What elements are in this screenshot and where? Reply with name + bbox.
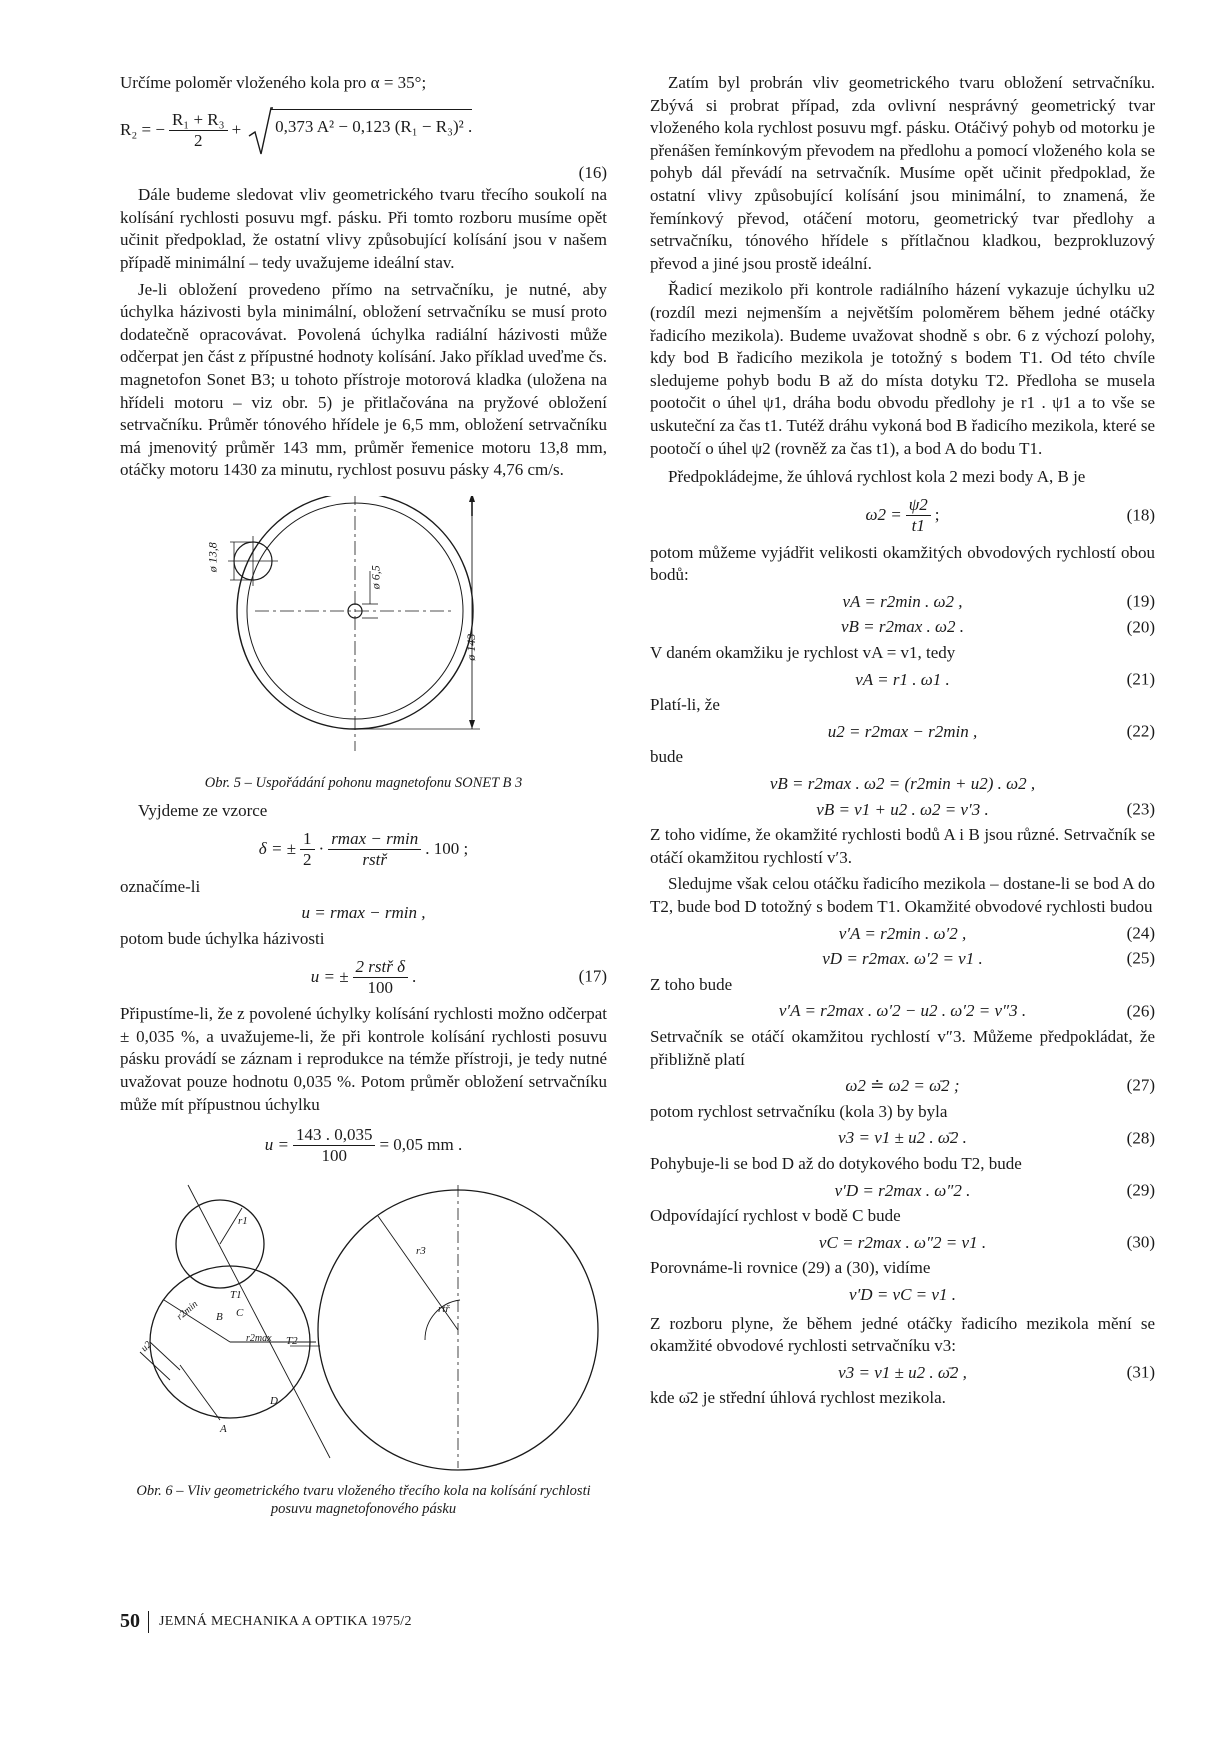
denominator: t1 — [911, 516, 925, 536]
figure-6-drawing — [120, 1180, 607, 1472]
paragraph: potom rychlost setrvačníku (kola 3) by byla — [650, 1101, 948, 1121]
paragraph: potom můžeme vyjádřit velikosti okamžitých obvodových rychlostí obou bodů: — [650, 542, 1155, 585]
equation-26 — [650, 1000, 1155, 1023]
eq-lhs: u = — [264, 1134, 289, 1154]
fig6-label-r2max: r2max — [246, 1333, 272, 1345]
equation-number: (16) — [578, 162, 607, 182]
equation-number: (26) — [1126, 1001, 1155, 1021]
eq-lhs: δ = ± — [258, 839, 297, 859]
equation-u — [120, 902, 607, 925]
paragraph: Z toho vidíme, že okamžité rychlosti bodů A i B jsou různé. Setrvačník se otáčí okamžitou rychlostí v′3. — [650, 825, 1155, 867]
paragraph: Určíme poloměr vloženého kola pro α = 35°; — [120, 73, 427, 92]
paragraph: Předpokládejme, že úhlová rychlost kola 2 mezi body A, B je — [668, 467, 1086, 487]
fig6-label-d: D — [270, 1395, 278, 1408]
dimension-label-6-5: ø 6,5 — [368, 565, 383, 590]
eq-text: vB = v1 + u2 . ω2 = v′3 . — [816, 799, 989, 819]
equation-number: (24) — [1126, 923, 1155, 943]
page-footer — [120, 1610, 412, 1633]
fig6-label-b: B — [216, 1311, 223, 1324]
equation-16 — [120, 99, 607, 163]
fraction — [328, 829, 421, 870]
eq-lhs: R₂ = − — [120, 120, 165, 140]
eq-text: v3 = v1 ± u2 . ω̄2 . — [838, 1128, 967, 1148]
fraction — [906, 495, 931, 536]
fig6-label-u2: u2 — [139, 1339, 154, 1355]
eq-text: vA = r2min . ω2 , — [842, 591, 963, 611]
eq-text: v′D = r2max . ω″2 . — [834, 1180, 971, 1200]
equation-number: (21) — [1126, 669, 1155, 689]
equation-number-row — [120, 162, 607, 185]
equation-28 — [650, 1127, 1155, 1150]
paragraph: Dále budeme sledovat vliv geometrického tvaru třecího soukolí na kolísání rychlosti posuvu mgf. pásku. Při tomto rozboru musíme opět učinit předpoklad, že ostatní vlivy způsobující kolísání jsou v našem případě minimální – tedy uvažujeme ideální stav. — [120, 185, 607, 272]
eq-text: vC = r2max . ω″2 = v1 . — [818, 1232, 987, 1252]
paragraph: označíme-li — [120, 876, 201, 896]
fraction — [169, 110, 228, 151]
left-column — [120, 72, 607, 1522]
equation-21 — [650, 669, 1155, 692]
caption-text: – Uspořádání pohonu magnetofonu SONET B 3 — [240, 774, 523, 791]
fig6-label-r3: r3 — [416, 1245, 426, 1258]
numerator: ψ2 — [906, 495, 931, 516]
paragraph: kde ω̄2 je střední úhlová rychlost mezikola. — [650, 1388, 946, 1408]
fraction — [353, 957, 408, 998]
denominator: rstř — [362, 850, 387, 869]
caption-label: Obr. 5 — [204, 774, 241, 791]
footer-divider — [148, 1611, 149, 1633]
denominator: 2 — [303, 850, 312, 869]
paragraph: Je-li obložení provedeno přímo na setrvačníku, je nutné, aby úchylka házivosti byla minimální, obložení setrvačníku se musí proto dodatečně opracovávat. Povolená úchylka radiální házivosti může odčerpat jen část z přípustné hodnoty kolísání. Jako příklad uveďme čs. magnetofon Sonet B3; u tohoto přístroje motorová kladka (uložena na hřídeli motoru – viz obr. 5) je přitlačována na pryžové obložení setrvačníku. Průměr tónového hřídele je 6,5 mm, obložení setrvačníku má jmenovitý průměr 143 mm, průměr řemenice motoru 13,8 mm, otáčky motoru 1430 za minutu, rychlost posuvu pásky 4,76 cm/s. — [120, 279, 607, 480]
eq-text: vD = r2max. ω′2 = v1 . — [822, 949, 983, 969]
dimension-label-143: ø 143 — [464, 633, 479, 661]
paragraph: Porovnáme-li rovnice (29) a (30), vidíme — [650, 1258, 931, 1278]
eq-text: ω2 ≐ ω2 = ω̄2 ; — [845, 1076, 960, 1096]
fig6-label-a: A — [220, 1423, 227, 1436]
figure-5 — [120, 496, 607, 764]
equation-18 — [650, 493, 1155, 539]
eq-text: vB = r2max . ω2 = (r2min + u2) . ω2 , — [769, 774, 1036, 794]
fig6-label-r2min: r2min — [174, 1299, 201, 1323]
paragraph: Připustíme-li, že z povolené úchylky kolísání rychlosti možno odčerpat ± 0,035 %, a uvažujeme-li, že při kontrole kolísání rychlosti posuvu pásku provádí se záznam i reprodukce na témže přístroji, je tedy nutné uvažovat pouze hodnotu 0,035 %. Potom průměr obložení setrvačníku může mít přípustnou úchylku — [120, 1004, 607, 1114]
equation-number: (22) — [1126, 721, 1155, 741]
figure-5-caption — [120, 774, 607, 792]
eq-text: vB = r2max . ω2 . — [840, 617, 965, 637]
equation-24 — [650, 923, 1155, 946]
root-content: 0,373 A² − 0,123 (R₁ − R₃)² . — [271, 109, 472, 139]
paragraph: Sledujme však celou otáčku řadicího mezikola – dostane-li se bod A do T2, bude bod D totožný s bodem T1. Okamžité obvodové rychlosti budou — [650, 874, 1155, 916]
equation-25 — [650, 948, 1155, 971]
paragraph: Odpovídající rychlost v bodě C bude — [650, 1206, 901, 1226]
eq-lhs: ω2 = — [865, 505, 902, 525]
equation-delta — [120, 827, 607, 873]
denominator: 100 — [321, 1145, 347, 1165]
equation-20 — [650, 616, 1155, 639]
equation-vd-vc — [650, 1284, 1155, 1307]
dimension-label-13-8: ø 13,8 — [205, 542, 220, 573]
equation-19 — [650, 591, 1155, 614]
eq-rhs: ; — [934, 505, 940, 525]
fraction — [293, 1125, 376, 1166]
eq-dot: · — [318, 839, 325, 859]
paragraph: Platí-li, že — [650, 695, 720, 715]
eq-rhs: . 100 ; — [425, 839, 469, 859]
numerator: 2 rstř δ — [353, 957, 408, 978]
equation-30 — [650, 1232, 1155, 1255]
fig6-label-rtr: rtř — [438, 1303, 450, 1316]
fraction — [300, 829, 315, 870]
figure-5-drawing — [120, 496, 607, 764]
denominator: 100 — [367, 977, 394, 997]
equation-17 — [120, 954, 607, 1000]
equation-22 — [650, 721, 1155, 744]
paragraph: potom bude úchylka házivosti — [120, 928, 325, 948]
caption-label: Obr. 6 — [136, 1483, 173, 1500]
equation-29 — [650, 1180, 1155, 1203]
journal-title: JEMNÁ MECHANIKA A OPTIKA 1975/2 — [159, 1613, 412, 1629]
paragraph: Pohybuje-li se bod D až do dotykového bodu T2, bude — [650, 1153, 1022, 1173]
right-column — [650, 72, 1155, 1414]
fig6-label-t2: T2 — [286, 1335, 298, 1348]
caption-text: – Vliv geometrického tvaru vloženého třecího kola na kolísání rychlosti posuvu magnetofonového pásku — [172, 1483, 591, 1518]
paragraph: bude — [650, 747, 684, 767]
equation-number: (30) — [1126, 1232, 1155, 1252]
fig6-label-t1: T1 — [230, 1289, 242, 1302]
numerator: rmax − rmin — [328, 829, 421, 850]
figure-6 — [120, 1180, 607, 1472]
eq-text: vA = r1 . ω1 . — [855, 669, 950, 689]
denominator: 2 — [194, 131, 203, 151]
eq-text: u2 = r2max − r2min , — [827, 721, 978, 741]
paragraph: Vyjdeme ze vzorce — [138, 800, 268, 820]
square-root-sign — [247, 106, 273, 156]
equation-31 — [650, 1362, 1155, 1385]
paragraph: V daném okamžiku je rychlost vA = v1, tedy — [650, 643, 956, 663]
equation-number: (23) — [1126, 799, 1155, 819]
equation-number: (29) — [1126, 1180, 1155, 1200]
eq-plus: + — [231, 120, 242, 140]
eq-rhs: . — [412, 966, 417, 986]
figure-6-caption — [120, 1482, 607, 1518]
paragraph: Z rozboru plyne, že během jedné otáčky řadicího mezikola mění se okamžité obvodové rychlosti setrvačníku v3: — [650, 1313, 1155, 1356]
paragraph: Zatím byl probrán vliv geometrického tvaru obložení setrvačníku. Zbývá si probrat případ, zda ovlivní nesprávný geometrický tvar vloženého kola rychlost posuvu mgf. pásku. Otáčivý pohyb od motorku je přenášen řemínkovým převodem na předlohu a pomocí vloženého kola se pohyb dál převádí na setrvačník. Musíme opět učinit předpoklad, že ostatní vlivy způsobující kolísání jsou minimální, to znamená, že řemínkový převod, otáčení motoru, geometrický tvar předlohy a setrvačníku, tónového hřídele s přítlačnou kladkou, bezprokluzový převod a jiné jsou prostě ideální. — [650, 73, 1155, 273]
equation-number: (27) — [1126, 1076, 1155, 1096]
equation-u-value — [120, 1120, 607, 1170]
eq-lhs: u = ± — [310, 966, 349, 986]
numerator: R₁ + R₃ — [169, 110, 228, 131]
page-number: 50 — [120, 1610, 140, 1632]
eq-text: v′A = r2max . ω′2 − u2 . ω′2 = v″3 . — [778, 1001, 1027, 1021]
eq-rhs: = 0,05 mm . — [379, 1134, 463, 1154]
numerator: 1 — [300, 829, 315, 850]
equation-number: (17) — [578, 966, 607, 986]
equation-number: (31) — [1126, 1362, 1155, 1382]
numerator: 143 . 0,035 — [293, 1125, 376, 1146]
equation-23a — [650, 773, 1155, 796]
equation-number: (18) — [1126, 505, 1155, 525]
paragraph: Z toho bude — [650, 974, 733, 994]
paragraph: Setrvačník se otáčí okamžitou rychlostí v″3. Můžeme předpokládat, že přibližně platí — [650, 1026, 1155, 1069]
fig6-label-c: C — [236, 1307, 244, 1320]
equation-23b — [650, 799, 1155, 822]
eq-text: v′A = r2min . ω′2 , — [838, 923, 967, 943]
equation-number: (25) — [1126, 949, 1155, 969]
eq-text: v′D = vC = v1 . — [849, 1284, 956, 1304]
fig6-label-r1: r1 — [238, 1215, 248, 1228]
paragraph: Řadicí mezikolo při kontrole radiálního házení vykazuje úchylku u2 (rozdíl mezi nejmenším a největším poloměrem během jedné otáčky řadicího mezikola). Budeme uvažovat shodně s obr. 6 z výchozí polohy, kdy bod B řadicího mezikola je totožný s bodem T1. Od této chvíle sledujeme pohyb bodu B až do místa dotyku T2. Předloha se musela pootočit o úhel ψ1, dráha bodu obvodu předlohy je r1 . ψ1 a to vše se uskuteční za čas t1. Tutéž dráhu vykoná bod B řadicího mezikola, které se pootočí o úhel ψ2 (rovněž za čas t1), a bod A do bodu T1. — [650, 280, 1155, 458]
eq-text: v3 = v1 ± u2 . ω̄2 , — [838, 1362, 967, 1382]
equation-number: (28) — [1126, 1128, 1155, 1148]
equation-number: (19) — [1126, 591, 1155, 611]
equation-27 — [650, 1075, 1155, 1098]
eq-text: u = rmax − rmin , — [301, 903, 426, 923]
equation-number: (20) — [1126, 617, 1155, 637]
